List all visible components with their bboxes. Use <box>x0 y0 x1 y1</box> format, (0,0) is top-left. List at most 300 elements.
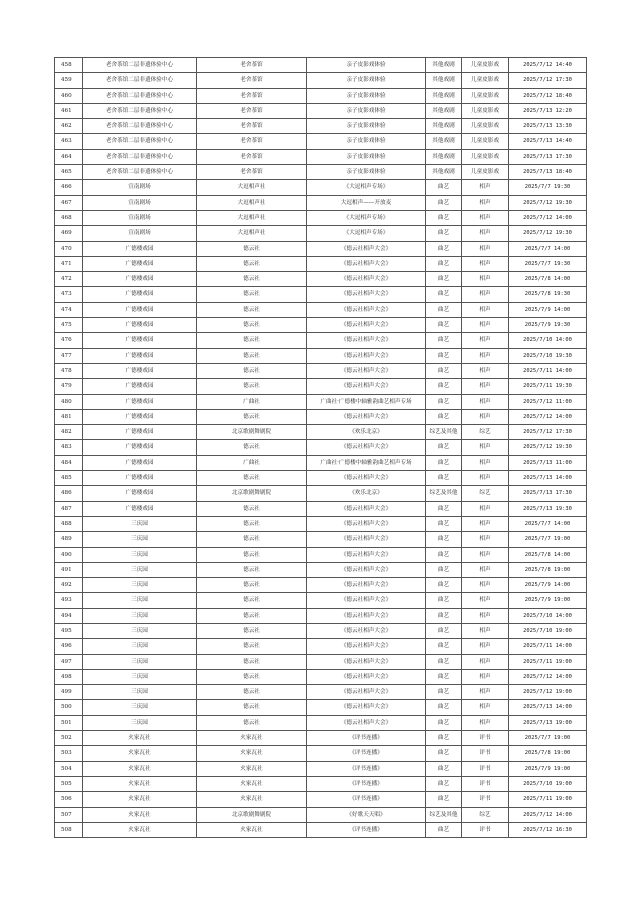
organizer-cell: 德云社 <box>197 685 307 700</box>
show-time-cell: 2025/7/9 14:00 <box>509 302 587 317</box>
venue-cell: 广德楼戏园 <box>83 455 197 470</box>
show-time-cell: 2025/7/12 19:30 <box>509 440 587 455</box>
category-cell: 曲艺 <box>426 654 462 669</box>
category-cell: 曲艺 <box>426 608 462 623</box>
show-time-cell: 2025/7/10 14:00 <box>509 608 587 623</box>
subcategory-cell: 相声 <box>462 195 509 210</box>
venue-cell: 老舍茶馆二层非遗体验中心 <box>83 149 197 164</box>
organizer-cell: 火家瓦社 <box>197 792 307 807</box>
category-cell: 曲艺 <box>426 256 462 271</box>
organizer-cell: 老舍茶馆 <box>197 165 307 180</box>
venue-cell: 宣南剧场 <box>83 180 197 195</box>
organizer-cell: 德云社 <box>197 578 307 593</box>
organizer-cell: 老舍茶馆 <box>197 73 307 88</box>
program-title-cell: 《德云社相声大会》 <box>307 578 426 593</box>
subcategory-cell: 相声 <box>462 333 509 348</box>
program-title-cell: 亲子皮影戏体验 <box>307 88 426 103</box>
organizer-cell: 火家瓦社 <box>197 822 307 837</box>
program-title-cell: 《德云社相声大会》 <box>307 379 426 394</box>
program-title-cell: 《德云社相声大会》 <box>307 623 426 638</box>
program-title-cell: 广曲社·广德楼中轴雅韵曲艺相声专场 <box>307 455 426 470</box>
row-number-cell: 473 <box>55 287 83 302</box>
category-cell: 曲艺 <box>426 409 462 424</box>
program-title-cell: 大逗相声——开放麦 <box>307 195 426 210</box>
subcategory-cell: 评书 <box>462 776 509 791</box>
venue-cell: 老舍茶馆二层非遗体验中心 <box>83 103 197 118</box>
category-cell: 曲艺 <box>426 272 462 287</box>
row-number-cell: 493 <box>55 593 83 608</box>
show-time-cell: 2025/7/13 17:30 <box>509 486 587 501</box>
show-time-cell: 2025/7/7 14:00 <box>509 241 587 256</box>
subcategory-cell: 相声 <box>462 715 509 730</box>
venue-cell: 广德楼戏园 <box>83 348 197 363</box>
subcategory-cell: 相声 <box>462 440 509 455</box>
subcategory-cell: 相声 <box>462 623 509 638</box>
show-time-cell: 2025/7/10 19:30 <box>509 348 587 363</box>
table-row <box>55 348 587 363</box>
venue-cell: 广德楼戏园 <box>83 302 197 317</box>
show-time-cell: 2025/7/12 14:00 <box>509 807 587 822</box>
category-cell: 其他戏剧 <box>426 73 462 88</box>
show-time-cell: 2025/7/12 16:30 <box>509 822 587 837</box>
table-row <box>55 58 587 73</box>
category-cell: 曲艺 <box>426 241 462 256</box>
venue-cell: 三庆园 <box>83 700 197 715</box>
program-title-cell: 《德云社相声大会》 <box>307 562 426 577</box>
organizer-cell: 德云社 <box>197 241 307 256</box>
table-row <box>55 792 587 807</box>
organizer-cell: 德云社 <box>197 547 307 562</box>
row-number-cell: 470 <box>55 241 83 256</box>
table-row <box>55 516 587 531</box>
subcategory-cell: 评书 <box>462 822 509 837</box>
organizer-cell: 老舍茶馆 <box>197 149 307 164</box>
program-title-cell: 亲子皮影戏体验 <box>307 73 426 88</box>
row-number-cell: 506 <box>55 792 83 807</box>
category-cell: 曲艺 <box>426 715 462 730</box>
organizer-cell: 德云社 <box>197 593 307 608</box>
organizer-cell: 德云社 <box>197 623 307 638</box>
program-title-cell: 亲子皮影戏体验 <box>307 119 426 134</box>
row-number-cell: 502 <box>55 731 83 746</box>
row-number-cell: 496 <box>55 639 83 654</box>
table-row <box>55 669 587 684</box>
show-time-cell: 2025/7/12 14:00 <box>509 210 587 225</box>
organizer-cell: 大逗相声社 <box>197 226 307 241</box>
program-title-cell: 《德云社相声大会》 <box>307 639 426 654</box>
row-number-cell: 488 <box>55 516 83 531</box>
subcategory-cell: 儿童皮影戏 <box>462 73 509 88</box>
table-row <box>55 776 587 791</box>
row-number-cell: 508 <box>55 822 83 837</box>
organizer-cell: 德云社 <box>197 379 307 394</box>
subcategory-cell: 儿童皮影戏 <box>462 119 509 134</box>
show-time-cell: 2025/7/12 14:40 <box>509 58 587 73</box>
category-cell: 曲艺 <box>426 516 462 531</box>
venue-cell: 广德楼戏园 <box>83 379 197 394</box>
table-row <box>55 715 587 730</box>
venue-cell: 广德楼戏园 <box>83 363 197 378</box>
program-title-cell: 亲子皮影戏体验 <box>307 134 426 149</box>
subcategory-cell: 相声 <box>462 471 509 486</box>
category-cell: 曲艺 <box>426 226 462 241</box>
organizer-cell: 大逗相声社 <box>197 195 307 210</box>
program-title-cell: 亲子皮影戏体验 <box>307 103 426 118</box>
program-title-cell: 《评书连播》 <box>307 746 426 761</box>
row-number-cell: 459 <box>55 73 83 88</box>
table-row <box>55 394 587 409</box>
show-time-cell: 2025/7/9 19:00 <box>509 761 587 776</box>
category-cell: 综艺及其他 <box>426 486 462 501</box>
table-row <box>55 547 587 562</box>
subcategory-cell: 综艺 <box>462 425 509 440</box>
show-time-cell: 2025/7/13 19:00 <box>509 715 587 730</box>
subcategory-cell: 相声 <box>462 669 509 684</box>
subcategory-cell: 相声 <box>462 547 509 562</box>
organizer-cell: 德云社 <box>197 302 307 317</box>
show-time-cell: 2025/7/13 19:30 <box>509 501 587 516</box>
table-row <box>55 165 587 180</box>
row-number-cell: 475 <box>55 318 83 333</box>
table-row <box>55 608 587 623</box>
category-cell: 其他戏剧 <box>426 165 462 180</box>
row-number-cell: 498 <box>55 669 83 684</box>
row-number-cell: 467 <box>55 195 83 210</box>
subcategory-cell: 相声 <box>462 578 509 593</box>
show-time-cell: 2025/7/8 14:00 <box>509 547 587 562</box>
category-cell: 曲艺 <box>426 195 462 210</box>
venue-cell: 广德楼戏园 <box>83 425 197 440</box>
program-title-cell: 《德云社相声大会》 <box>307 348 426 363</box>
show-time-cell: 2025/7/12 19:00 <box>509 685 587 700</box>
program-title-cell: 《德云社相声大会》 <box>307 593 426 608</box>
show-time-cell: 2025/7/13 17:30 <box>509 149 587 164</box>
table-row <box>55 287 587 302</box>
row-number-cell: 466 <box>55 180 83 195</box>
subcategory-cell: 相声 <box>462 455 509 470</box>
venue-cell: 广德楼戏园 <box>83 501 197 516</box>
table-row <box>55 88 587 103</box>
organizer-cell: 德云社 <box>197 318 307 333</box>
row-number-cell: 494 <box>55 608 83 623</box>
subcategory-cell: 综艺 <box>462 486 509 501</box>
program-title-cell: 《德云社相声大会》 <box>307 318 426 333</box>
program-title-cell: 《德云社相声大会》 <box>307 333 426 348</box>
program-title-cell: 广曲社·广德楼中轴雅韵曲艺相声专场 <box>307 394 426 409</box>
subcategory-cell: 相声 <box>462 241 509 256</box>
program-title-cell: 《德云社相声大会》 <box>307 516 426 531</box>
show-time-cell: 2025/7/12 19:30 <box>509 226 587 241</box>
table-row <box>55 256 587 271</box>
program-title-cell: 亲子皮影戏体验 <box>307 58 426 73</box>
subcategory-cell: 相声 <box>462 639 509 654</box>
row-number-cell: 460 <box>55 88 83 103</box>
table-row <box>55 119 587 134</box>
row-number-cell: 481 <box>55 409 83 424</box>
category-cell: 其他戏剧 <box>426 88 462 103</box>
program-title-cell: 《德云社相声大会》 <box>307 272 426 287</box>
venue-cell: 三庆园 <box>83 593 197 608</box>
subcategory-cell: 相声 <box>462 287 509 302</box>
table-row <box>55 486 587 501</box>
schedule-table <box>54 57 587 838</box>
subcategory-cell: 相声 <box>462 654 509 669</box>
organizer-cell: 德云社 <box>197 608 307 623</box>
program-title-cell: 《评书连播》 <box>307 731 426 746</box>
subcategory-cell: 相声 <box>462 180 509 195</box>
venue-cell: 广德楼戏园 <box>83 471 197 486</box>
row-number-cell: 472 <box>55 272 83 287</box>
category-cell: 曲艺 <box>426 318 462 333</box>
category-cell: 曲艺 <box>426 685 462 700</box>
program-title-cell: 亲子皮影戏体验 <box>307 165 426 180</box>
table-row <box>55 822 587 837</box>
table-row <box>55 562 587 577</box>
row-number-cell: 468 <box>55 210 83 225</box>
show-time-cell: 2025/7/7 14:00 <box>509 516 587 531</box>
category-cell: 其他戏剧 <box>426 119 462 134</box>
show-time-cell: 2025/7/7 19:00 <box>509 532 587 547</box>
show-time-cell: 2025/7/13 11:00 <box>509 455 587 470</box>
category-cell: 曲艺 <box>426 379 462 394</box>
organizer-cell: 火家瓦社 <box>197 776 307 791</box>
row-number-cell: 495 <box>55 623 83 638</box>
venue-cell: 老舍茶馆二层非遗体验中心 <box>83 58 197 73</box>
row-number-cell: 503 <box>55 746 83 761</box>
program-title-cell: 《评书连播》 <box>307 822 426 837</box>
venue-cell: 老舍茶馆二层非遗体验中心 <box>83 165 197 180</box>
program-title-cell: 《德云社相声大会》 <box>307 302 426 317</box>
venue-cell: 三庆园 <box>83 608 197 623</box>
row-number-cell: 480 <box>55 394 83 409</box>
table-row <box>55 807 587 822</box>
category-cell: 曲艺 <box>426 669 462 684</box>
show-time-cell: 2025/7/12 17:30 <box>509 73 587 88</box>
category-cell: 曲艺 <box>426 348 462 363</box>
show-time-cell: 2025/7/12 17:30 <box>509 425 587 440</box>
venue-cell: 宣南剧场 <box>83 195 197 210</box>
table-row <box>55 700 587 715</box>
show-time-cell: 2025/7/9 14:00 <box>509 578 587 593</box>
program-title-cell: 《德云社相声大会》 <box>307 700 426 715</box>
category-cell: 其他戏剧 <box>426 134 462 149</box>
program-title-cell: 《德云社相声大会》 <box>307 471 426 486</box>
organizer-cell: 德云社 <box>197 700 307 715</box>
table-row <box>55 210 587 225</box>
venue-cell: 三庆园 <box>83 654 197 669</box>
show-time-cell: 2025/7/12 14:00 <box>509 669 587 684</box>
organizer-cell: 老舍茶馆 <box>197 134 307 149</box>
row-number-cell: 483 <box>55 440 83 455</box>
organizer-cell: 德云社 <box>197 333 307 348</box>
organizer-cell: 德云社 <box>197 409 307 424</box>
venue-cell: 三庆园 <box>83 623 197 638</box>
category-cell: 曲艺 <box>426 287 462 302</box>
table-row <box>55 731 587 746</box>
program-title-cell: 亲子皮影戏体验 <box>307 149 426 164</box>
category-cell: 曲艺 <box>426 700 462 715</box>
program-title-cell: 《德云社相声大会》 <box>307 654 426 669</box>
program-title-cell: 《德云社相声大会》 <box>307 256 426 271</box>
row-number-cell: 497 <box>55 654 83 669</box>
category-cell: 曲艺 <box>426 761 462 776</box>
subcategory-cell: 相声 <box>462 608 509 623</box>
subcategory-cell: 相声 <box>462 562 509 577</box>
subcategory-cell: 相声 <box>462 348 509 363</box>
category-cell: 曲艺 <box>426 333 462 348</box>
category-cell: 曲艺 <box>426 776 462 791</box>
show-time-cell: 2025/7/10 14:00 <box>509 333 587 348</box>
program-title-cell: 《德云社相声大会》 <box>307 685 426 700</box>
table-row <box>55 272 587 287</box>
table-row <box>55 654 587 669</box>
row-number-cell: 491 <box>55 562 83 577</box>
program-title-cell: 《德云社相声大会》 <box>307 363 426 378</box>
subcategory-cell: 儿童皮影戏 <box>462 103 509 118</box>
venue-cell: 老舍茶馆二层非遗体验中心 <box>83 134 197 149</box>
category-cell: 曲艺 <box>426 822 462 837</box>
venue-cell: 三庆园 <box>83 715 197 730</box>
venue-cell: 火家瓦社 <box>83 761 197 776</box>
row-number-cell: 499 <box>55 685 83 700</box>
subcategory-cell: 儿童皮影戏 <box>462 58 509 73</box>
row-number-cell: 505 <box>55 776 83 791</box>
table-row <box>55 318 587 333</box>
organizer-cell: 北京歌剧舞剧院 <box>197 425 307 440</box>
row-number-cell: 484 <box>55 455 83 470</box>
category-cell: 曲艺 <box>426 547 462 562</box>
category-cell: 曲艺 <box>426 532 462 547</box>
table-row <box>55 73 587 88</box>
subcategory-cell: 相声 <box>462 272 509 287</box>
program-title-cell: 《德云社相声大会》 <box>307 287 426 302</box>
table-row <box>55 578 587 593</box>
table-row <box>55 425 587 440</box>
table-row <box>55 226 587 241</box>
row-number-cell: 471 <box>55 256 83 271</box>
venue-cell: 广德楼戏园 <box>83 256 197 271</box>
subcategory-cell: 相声 <box>462 685 509 700</box>
venue-cell: 广德楼戏园 <box>83 440 197 455</box>
table-row <box>55 241 587 256</box>
category-cell: 曲艺 <box>426 302 462 317</box>
venue-cell: 火家瓦社 <box>83 746 197 761</box>
category-cell: 曲艺 <box>426 623 462 638</box>
category-cell: 曲艺 <box>426 180 462 195</box>
category-cell: 曲艺 <box>426 363 462 378</box>
venue-cell: 三庆园 <box>83 669 197 684</box>
organizer-cell: 德云社 <box>197 471 307 486</box>
show-time-cell: 2025/7/8 19:00 <box>509 562 587 577</box>
venue-cell: 三庆园 <box>83 685 197 700</box>
organizer-cell: 火家瓦社 <box>197 731 307 746</box>
show-time-cell: 2025/7/12 14:00 <box>509 409 587 424</box>
subcategory-cell: 儿童皮影戏 <box>462 149 509 164</box>
category-cell: 曲艺 <box>426 394 462 409</box>
category-cell: 曲艺 <box>426 593 462 608</box>
subcategory-cell: 相声 <box>462 593 509 608</box>
program-title-cell: 《好歌天天唱》 <box>307 807 426 822</box>
organizer-cell: 德云社 <box>197 501 307 516</box>
program-title-cell: 《欢乐北京》 <box>307 425 426 440</box>
venue-cell: 广德楼戏园 <box>83 486 197 501</box>
table-row <box>55 195 587 210</box>
program-title-cell: 《评书连播》 <box>307 776 426 791</box>
row-number-cell: 500 <box>55 700 83 715</box>
table-row <box>55 180 587 195</box>
show-time-cell: 2025/7/13 13:30 <box>509 119 587 134</box>
table-row <box>55 532 587 547</box>
organizer-cell: 德云社 <box>197 256 307 271</box>
venue-cell: 广德楼戏园 <box>83 394 197 409</box>
organizer-cell: 德云社 <box>197 272 307 287</box>
venue-cell: 火家瓦社 <box>83 792 197 807</box>
category-cell: 综艺及其他 <box>426 807 462 822</box>
row-number-cell: 489 <box>55 532 83 547</box>
venue-cell: 老舍茶馆二层非遗体验中心 <box>83 73 197 88</box>
row-number-cell: 474 <box>55 302 83 317</box>
show-time-cell: 2025/7/10 19:00 <box>509 776 587 791</box>
category-cell: 曲艺 <box>426 210 462 225</box>
organizer-cell: 老舍茶馆 <box>197 88 307 103</box>
program-title-cell: 《德云社相声大会》 <box>307 440 426 455</box>
table-row <box>55 409 587 424</box>
show-time-cell: 2025/7/7 19:30 <box>509 256 587 271</box>
subcategory-cell: 相声 <box>462 501 509 516</box>
row-number-cell: 487 <box>55 501 83 516</box>
show-time-cell: 2025/7/13 14:00 <box>509 471 587 486</box>
venue-cell: 宣南剧场 <box>83 226 197 241</box>
subcategory-cell: 相声 <box>462 318 509 333</box>
category-cell: 曲艺 <box>426 501 462 516</box>
category-cell: 曲艺 <box>426 578 462 593</box>
program-title-cell: 《德云社相声大会》 <box>307 241 426 256</box>
row-number-cell: 462 <box>55 119 83 134</box>
category-cell: 曲艺 <box>426 562 462 577</box>
venue-cell: 广德楼戏园 <box>83 272 197 287</box>
program-title-cell: 《大逗相声专场》 <box>307 226 426 241</box>
venue-cell: 三庆园 <box>83 562 197 577</box>
program-title-cell: 《欢乐北京》 <box>307 486 426 501</box>
category-cell: 曲艺 <box>426 746 462 761</box>
organizer-cell: 火家瓦社 <box>197 746 307 761</box>
venue-cell: 三庆园 <box>83 532 197 547</box>
subcategory-cell: 儿童皮影戏 <box>462 88 509 103</box>
subcategory-cell: 相声 <box>462 379 509 394</box>
organizer-cell: 德云社 <box>197 562 307 577</box>
venue-cell: 火家瓦社 <box>83 822 197 837</box>
show-time-cell: 2025/7/8 19:30 <box>509 287 587 302</box>
organizer-cell: 老舍茶馆 <box>197 119 307 134</box>
category-cell: 其他戏剧 <box>426 149 462 164</box>
program-title-cell: 《评书连播》 <box>307 761 426 776</box>
table-row <box>55 455 587 470</box>
show-time-cell: 2025/7/13 14:00 <box>509 700 587 715</box>
program-title-cell: 《德云社相声大会》 <box>307 409 426 424</box>
subcategory-cell: 相声 <box>462 394 509 409</box>
table-row <box>55 501 587 516</box>
table-row <box>55 333 587 348</box>
table-row <box>55 761 587 776</box>
organizer-cell: 德云社 <box>197 654 307 669</box>
program-title-cell: 《大逗相声专场》 <box>307 180 426 195</box>
row-number-cell: 476 <box>55 333 83 348</box>
organizer-cell: 大逗相声社 <box>197 180 307 195</box>
venue-cell: 三庆园 <box>83 578 197 593</box>
show-time-cell: 2025/7/9 19:00 <box>509 593 587 608</box>
program-title-cell: 《德云社相声大会》 <box>307 715 426 730</box>
show-time-cell: 2025/7/7 19:00 <box>509 731 587 746</box>
